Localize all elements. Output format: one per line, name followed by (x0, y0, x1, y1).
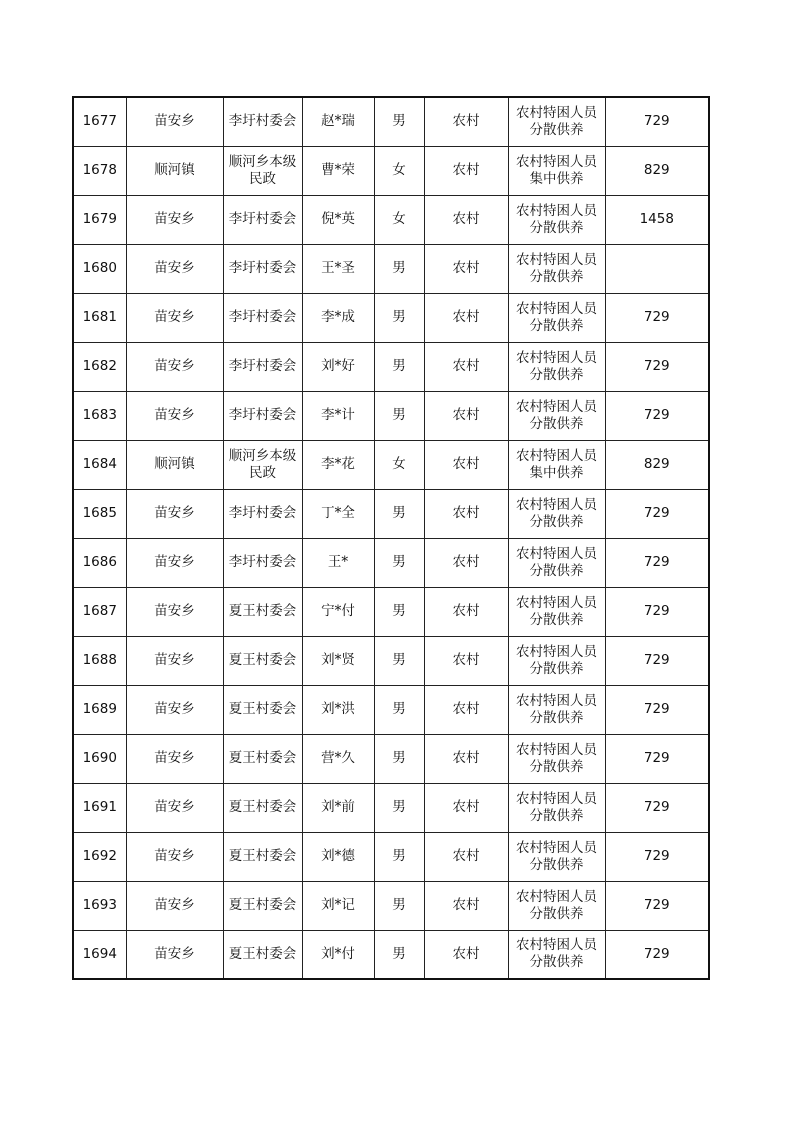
support-category-text: 农村特困人员分散供养 (516, 300, 597, 334)
village-committee-cell (223, 930, 302, 979)
township-cell: 苗安乡 (126, 342, 223, 391)
gender-cell: 男 (374, 97, 424, 146)
village-committee-cell (223, 195, 302, 244)
name-cell: 王* (302, 538, 374, 587)
village-committee-text: 顺河乡本级民政 (228, 447, 297, 481)
table-row (73, 293, 709, 342)
area-type-cell: 农村 (424, 195, 508, 244)
gender-cell: 男 (374, 391, 424, 440)
gender-cell: 男 (374, 489, 424, 538)
area-type-cell: 农村 (424, 440, 508, 489)
village-committee-text: 夏王村委会 (228, 652, 297, 668)
area-type-cell: 农村 (424, 881, 508, 930)
township-cell: 顺河镇 (126, 146, 223, 195)
village-committee-cell (223, 832, 302, 881)
support-category-cell (508, 391, 605, 440)
township-cell: 苗安乡 (126, 685, 223, 734)
gender-cell: 男 (374, 244, 424, 293)
serial-number-cell: 1694 (73, 930, 126, 979)
table-row (73, 440, 709, 489)
village-committee-cell (223, 734, 302, 783)
township-cell: 苗安乡 (126, 97, 223, 146)
amount-cell: 729 (605, 832, 709, 881)
support-category-cell (508, 195, 605, 244)
table-row (73, 244, 709, 293)
township-cell: 苗安乡 (126, 734, 223, 783)
gender-cell: 男 (374, 832, 424, 881)
support-category-text: 农村特困人员分散供养 (516, 643, 597, 677)
village-committee-cell (223, 685, 302, 734)
township-cell: 苗安乡 (126, 538, 223, 587)
table-row (73, 489, 709, 538)
name-cell: 刘*前 (302, 783, 374, 832)
support-category-text: 农村特困人员分散供养 (516, 349, 597, 383)
village-committee-cell (223, 489, 302, 538)
area-type-cell: 农村 (424, 146, 508, 195)
village-committee-cell (223, 881, 302, 930)
gender-cell: 男 (374, 587, 424, 636)
name-cell: 营*久 (302, 734, 374, 783)
area-type-cell: 农村 (424, 244, 508, 293)
table-row (73, 685, 709, 734)
support-category-text: 农村特困人员分散供养 (516, 937, 597, 971)
support-category-text: 农村特困人员分散供养 (516, 594, 597, 628)
serial-number-cell: 1680 (73, 244, 126, 293)
area-type-cell: 农村 (424, 391, 508, 440)
support-category-cell (508, 930, 605, 979)
support-category-text: 农村特困人员分散供养 (516, 398, 597, 432)
support-category-text: 农村特困人员分散供养 (516, 888, 597, 922)
area-type-cell: 农村 (424, 489, 508, 538)
name-cell: 李*计 (302, 391, 374, 440)
name-cell: 赵*瑞 (302, 97, 374, 146)
table-row (73, 930, 709, 979)
support-category-text: 农村特困人员分散供养 (516, 790, 597, 824)
village-committee-text: 李圩村委会 (228, 505, 297, 521)
township-cell: 顺河镇 (126, 440, 223, 489)
serial-number-cell: 1692 (73, 832, 126, 881)
name-cell: 李*成 (302, 293, 374, 342)
village-committee-text: 李圩村委会 (228, 358, 297, 374)
support-category-text: 农村特困人员分散供养 (516, 202, 597, 236)
support-category-cell (508, 538, 605, 587)
serial-number-cell: 1679 (73, 195, 126, 244)
roster-body (73, 97, 709, 979)
support-category-text: 农村特困人员分散供养 (516, 741, 597, 775)
serial-number-cell: 1689 (73, 685, 126, 734)
gender-cell: 男 (374, 783, 424, 832)
amount-cell: 729 (605, 97, 709, 146)
township-cell: 苗安乡 (126, 783, 223, 832)
amount-cell: 729 (605, 489, 709, 538)
amount-cell: 729 (605, 783, 709, 832)
table-row (73, 783, 709, 832)
amount-cell: 729 (605, 734, 709, 783)
amount-cell: 729 (605, 342, 709, 391)
support-category-text: 农村特困人员集中供养 (516, 153, 597, 187)
amount-cell: 829 (605, 146, 709, 195)
village-committee-text: 李圩村委会 (228, 554, 297, 570)
township-cell: 苗安乡 (126, 391, 223, 440)
name-cell: 丁*全 (302, 489, 374, 538)
amount-cell: 729 (605, 636, 709, 685)
support-category-cell (508, 342, 605, 391)
gender-cell: 女 (374, 146, 424, 195)
amount-cell: 729 (605, 587, 709, 636)
name-cell: 刘*记 (302, 881, 374, 930)
village-committee-text: 李圩村委会 (228, 407, 297, 423)
table-row (73, 587, 709, 636)
village-committee-text: 李圩村委会 (228, 260, 297, 276)
support-category-cell (508, 97, 605, 146)
village-committee-cell (223, 391, 302, 440)
township-cell: 苗安乡 (126, 244, 223, 293)
table-row (73, 391, 709, 440)
area-type-cell: 农村 (424, 832, 508, 881)
amount-cell: 729 (605, 930, 709, 979)
support-category-text: 农村特困人员分散供养 (516, 839, 597, 873)
gender-cell: 男 (374, 734, 424, 783)
village-committee-cell (223, 636, 302, 685)
amount-cell: 729 (605, 685, 709, 734)
village-committee-text: 夏王村委会 (228, 603, 297, 619)
table-row (73, 97, 709, 146)
support-category-cell (508, 146, 605, 195)
name-cell: 曹*荣 (302, 146, 374, 195)
name-cell: 宁*付 (302, 587, 374, 636)
serial-number-cell: 1678 (73, 146, 126, 195)
village-committee-text: 李圩村委会 (228, 113, 297, 130)
village-committee-text: 顺河乡本级民政 (228, 153, 297, 187)
support-category-text: 农村特困人员分散供养 (516, 104, 597, 138)
village-committee-cell (223, 587, 302, 636)
relief-roster-table (72, 96, 710, 980)
area-type-cell: 农村 (424, 636, 508, 685)
village-committee-text: 夏王村委会 (228, 750, 297, 766)
support-category-cell (508, 636, 605, 685)
area-type-cell: 农村 (424, 734, 508, 783)
amount-cell: 729 (605, 538, 709, 587)
serial-number-cell: 1684 (73, 440, 126, 489)
gender-cell: 男 (374, 930, 424, 979)
gender-cell: 男 (374, 685, 424, 734)
village-committee-cell (223, 146, 302, 195)
serial-number-cell: 1682 (73, 342, 126, 391)
area-type-cell: 农村 (424, 685, 508, 734)
support-category-text: 农村特困人员分散供养 (516, 251, 597, 285)
area-type-cell: 农村 (424, 342, 508, 391)
township-cell: 苗安乡 (126, 293, 223, 342)
serial-number-cell: 1687 (73, 587, 126, 636)
serial-number-cell: 1691 (73, 783, 126, 832)
gender-cell: 男 (374, 636, 424, 685)
name-cell: 李*花 (302, 440, 374, 489)
name-cell: 刘*付 (302, 930, 374, 979)
amount-cell: 1458 (605, 195, 709, 244)
name-cell: 刘*贤 (302, 636, 374, 685)
name-cell: 倪*英 (302, 195, 374, 244)
name-cell: 刘*德 (302, 832, 374, 881)
village-committee-text: 李圩村委会 (228, 309, 297, 325)
name-cell: 王*圣 (302, 244, 374, 293)
village-committee-text: 夏王村委会 (228, 945, 297, 962)
table-row (73, 342, 709, 391)
area-type-cell: 农村 (424, 97, 508, 146)
area-type-cell: 农村 (424, 930, 508, 979)
village-committee-cell (223, 342, 302, 391)
table-row (73, 146, 709, 195)
support-category-cell (508, 685, 605, 734)
township-cell: 苗安乡 (126, 881, 223, 930)
area-type-cell: 农村 (424, 587, 508, 636)
support-category-cell (508, 587, 605, 636)
township-cell: 苗安乡 (126, 489, 223, 538)
area-type-cell: 农村 (424, 538, 508, 587)
support-category-text: 农村特困人员分散供养 (516, 545, 597, 579)
support-category-cell (508, 734, 605, 783)
amount-cell (605, 244, 709, 293)
township-cell: 苗安乡 (126, 832, 223, 881)
name-cell: 刘*好 (302, 342, 374, 391)
amount-cell: 729 (605, 391, 709, 440)
support-category-cell (508, 440, 605, 489)
gender-cell: 男 (374, 293, 424, 342)
village-committee-cell (223, 97, 302, 146)
village-committee-text: 夏王村委会 (228, 799, 297, 815)
serial-number-cell: 1690 (73, 734, 126, 783)
village-committee-cell (223, 293, 302, 342)
township-cell: 苗安乡 (126, 587, 223, 636)
village-committee-text: 李圩村委会 (228, 211, 297, 227)
gender-cell: 女 (374, 440, 424, 489)
gender-cell: 男 (374, 538, 424, 587)
village-committee-cell (223, 440, 302, 489)
village-committee-text: 夏王村委会 (228, 848, 297, 864)
serial-number-cell: 1693 (73, 881, 126, 930)
serial-number-cell: 1683 (73, 391, 126, 440)
gender-cell: 男 (374, 881, 424, 930)
amount-cell: 829 (605, 440, 709, 489)
table-row (73, 538, 709, 587)
support-category-cell (508, 881, 605, 930)
village-committee-cell (223, 783, 302, 832)
table-row (73, 195, 709, 244)
village-committee-text: 夏王村委会 (228, 701, 297, 717)
township-cell: 苗安乡 (126, 930, 223, 979)
table-row (73, 734, 709, 783)
support-category-cell (508, 293, 605, 342)
support-category-cell (508, 783, 605, 832)
serial-number-cell: 1686 (73, 538, 126, 587)
serial-number-cell: 1677 (73, 97, 126, 146)
support-category-text: 农村特困人员分散供养 (516, 496, 597, 530)
area-type-cell: 农村 (424, 783, 508, 832)
support-category-text: 农村特困人员集中供养 (516, 447, 597, 481)
village-committee-text: 夏王村委会 (228, 897, 297, 913)
table-row (73, 832, 709, 881)
gender-cell: 男 (374, 342, 424, 391)
amount-cell: 729 (605, 881, 709, 930)
table-row (73, 881, 709, 930)
township-cell: 苗安乡 (126, 195, 223, 244)
name-cell: 刘*洪 (302, 685, 374, 734)
village-committee-cell (223, 244, 302, 293)
support-category-cell (508, 832, 605, 881)
area-type-cell: 农村 (424, 293, 508, 342)
support-category-cell (508, 244, 605, 293)
serial-number-cell: 1688 (73, 636, 126, 685)
serial-number-cell: 1681 (73, 293, 126, 342)
amount-cell: 729 (605, 293, 709, 342)
table-row (73, 636, 709, 685)
village-committee-cell (223, 538, 302, 587)
support-category-cell (508, 489, 605, 538)
township-cell: 苗安乡 (126, 636, 223, 685)
support-category-text: 农村特困人员分散供养 (516, 692, 597, 726)
gender-cell: 女 (374, 195, 424, 244)
serial-number-cell: 1685 (73, 489, 126, 538)
